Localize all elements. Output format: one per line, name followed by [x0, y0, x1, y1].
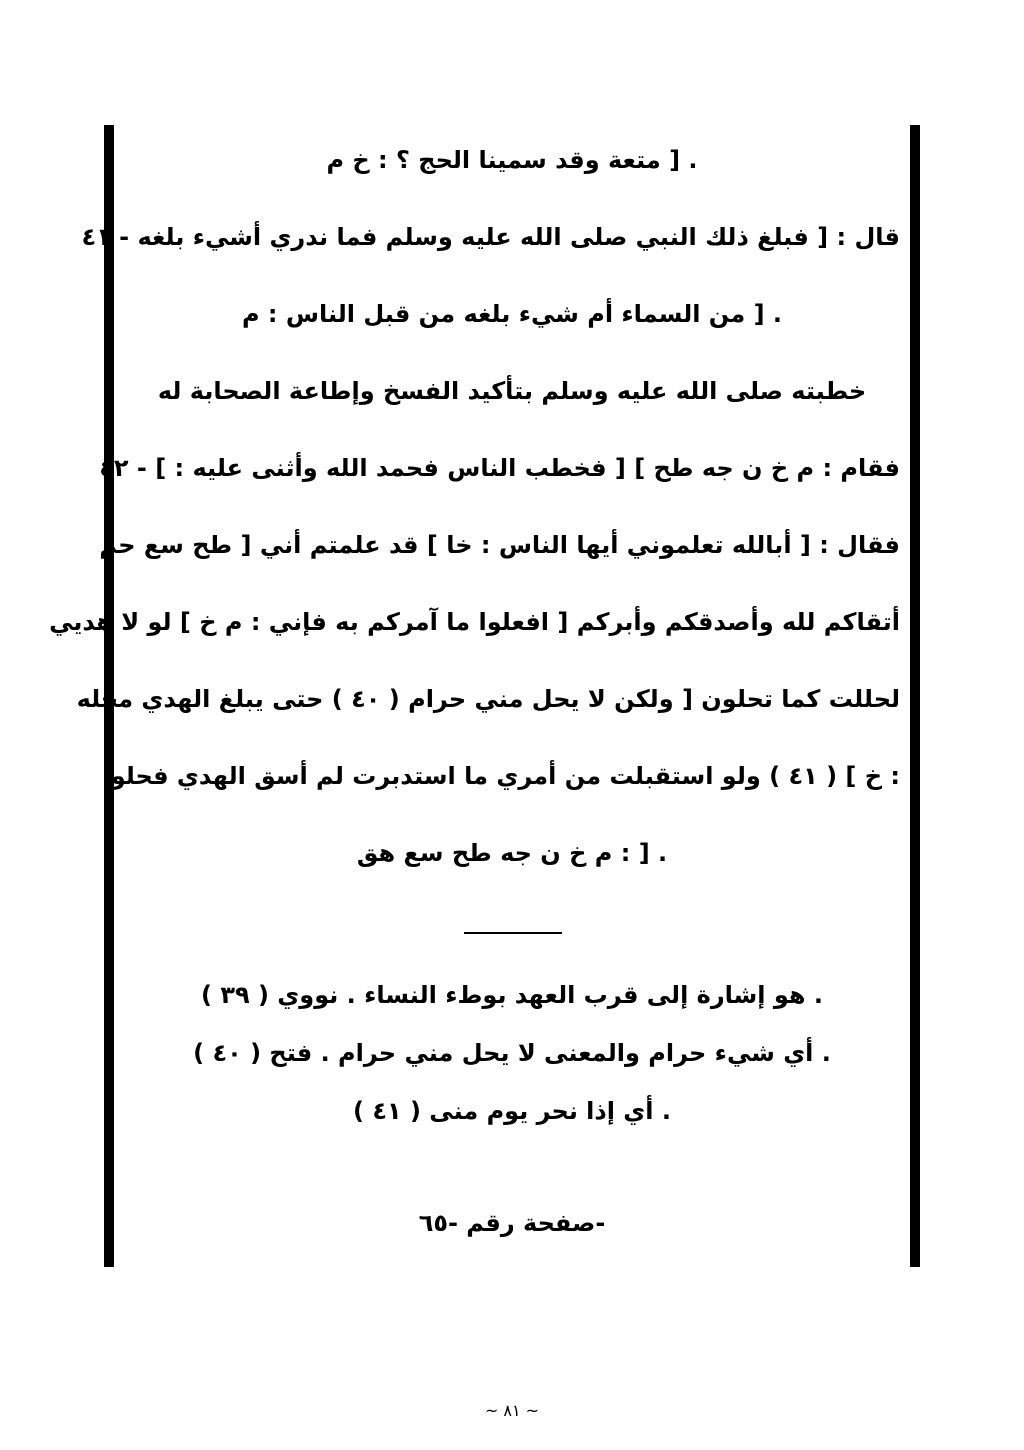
footnote-separator: [464, 932, 562, 934]
page-body: [49, 128, 900, 898]
footnotes: [124, 966, 900, 1140]
body-line-7: أتقاكم لله وأصدقكم وأبركم [ افعلوا ما آمركم به فإني : م خ ] لو لا هديي: [49, 608, 900, 636]
footnote-40: . أي شيء حرام والمعنى لا يحل مني حرام . فتح ( ٤٠ ): [193, 1039, 831, 1067]
body-line-2: قال : [ فبلغ ذلك النبي صلى الله عليه وسلم فما ندري أشيء بلغه - ٤١: [81, 223, 900, 251]
body-line-3: . [ من السماء أم شيء بلغه من قبل الناس : م: [241, 300, 783, 328]
source-page-reference: -صفحة رقم -٦٥: [418, 1209, 606, 1237]
body-line-1: . [ متعة وقد سمينا الحج ؟ : خ م: [326, 146, 698, 174]
footnote-39: . هو إشارة إلى قرب العهد بوطء النساء . نووي ( ٣٩ ): [201, 981, 823, 1009]
frame-border-right: [910, 125, 920, 1267]
body-line-8: لحللت كما تحلون [ ولكن لا يحل مني حرام ( ٤٠ ) حتى يبلغ الهدي محله: [76, 685, 900, 713]
page-number: ~ ٨١ ~: [484, 1401, 540, 1420]
body-line-9: : خ ] ( ٤١ ) ولو استقبلت من أمري ما استدبرت لم أسق الهدي فحلوا: [102, 762, 900, 790]
body-line-10: . [ : م خ ن جه طح سع هق: [356, 839, 668, 867]
footnote-41: . أي إذا نحر يوم منى ( ٤١ ): [352, 1097, 671, 1125]
body-line-6: فقال : [ أبالله تعلموني أيها الناس : خا ] قد علمتم أني [ طح سع حم: [99, 531, 900, 559]
body-line-5: فقام : م خ ن جه طح ] [ فخطب الناس فحمد الله وأثنى عليه : ] - ٤٢: [99, 454, 900, 482]
section-heading: خطبته صلى الله عليه وسلم بتأكيد الفسخ وإطاعة الصحابة له: [157, 377, 867, 405]
